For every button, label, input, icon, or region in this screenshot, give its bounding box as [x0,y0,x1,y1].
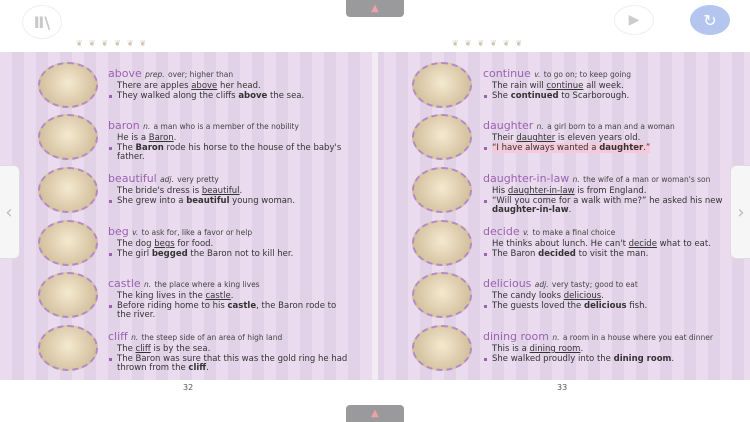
example-keyword: cliff [135,344,151,354]
part-of-speech: n. [552,333,560,342]
sentence-text: to visit the man. [575,249,649,259]
rotate-button[interactable] [690,5,730,35]
dictionary-entry [108,330,348,373]
play-button[interactable] [614,5,654,35]
story-sentence [483,302,723,311]
ornament-left: ❦❦❦❦❦❦ [76,39,153,48]
example-sentence [108,186,348,196]
sentence-text: the Baron not to kill her. [187,249,294,259]
example-sentence [108,133,348,143]
entry-header [108,277,348,291]
story-sentence-text [117,249,293,259]
sentence-text: the sea. [267,91,305,101]
entry-illustration [38,325,98,371]
story-sentence-text [492,143,650,153]
entry-header [483,225,723,239]
sentence-text: . [206,363,209,373]
sentence-text: She [492,91,511,101]
definition: a girl born to a man and a woman [547,122,675,131]
definition: very tasty; good to eat [551,280,638,289]
example-sentence [483,81,723,91]
sentence-keyword: daughter-in-law [492,205,569,215]
example-text: The candy looks [492,291,564,301]
definition: a room in a house where you eat dinner [562,333,713,342]
sentence-text: . [568,205,572,215]
example-text: The rain will [492,81,547,91]
entry-illustration [412,167,472,213]
definition: the wife of a man or woman's son [583,175,711,184]
story-sentence-text [117,354,347,373]
example-text: The [117,344,136,354]
triangle-up-icon: ▲ [371,408,379,419]
story-sentence-text [492,196,722,215]
entry-word: decide [483,225,520,238]
chevron-right-icon: › [737,201,745,223]
sentence-text: Before riding home to his [117,301,228,311]
entry-word: beautiful [108,172,157,185]
example-text: for food. [174,239,214,249]
example-keyword: decide [628,239,657,249]
previous-page-button[interactable] [0,165,20,259]
dictionary-entry [108,119,348,162]
sentence-text: She grew into a [117,196,187,206]
sentence-keyword: cliff [188,363,207,373]
story-sentence [483,250,723,259]
entry-header [108,330,348,344]
example-sentence [483,239,723,249]
entry-header [108,172,348,186]
entry-illustration [38,114,98,160]
story-sentence [108,355,348,373]
sentence-text: The guests loved the [492,301,584,311]
example-keyword: daughter [516,133,556,143]
story-sentence-text [492,91,629,101]
sentence-keyword: continued [510,91,559,101]
example-sentence [483,133,723,143]
dictionary-entry [483,225,723,259]
story-sentence [108,197,348,206]
part-of-speech: v. [132,228,139,237]
sentence-text: young woman. [229,196,296,206]
sentence-keyword: castle [227,301,257,311]
bottom-pull-tab[interactable] [346,405,404,422]
story-sentence [108,92,348,101]
example-text: is eleven years old. [555,133,641,143]
entry-header [483,330,723,344]
definition: a man who is a member of the nobility [153,122,299,131]
dictionary-entry [108,277,348,320]
entry-illustration [412,220,472,266]
sentence-text: rode his horse to the house of the baby's father. [117,143,342,162]
sentence-text: The Baron was sure that this was the gold ring he had thrown from the [117,354,348,373]
page-number-left: 32 [183,383,194,392]
example-text: what to eat. [656,239,711,249]
example-keyword: Baron [148,133,174,143]
definition: over; higher than [168,70,234,79]
sentence-keyword: above [238,91,268,101]
definition: to ask for, like a favor or help [141,228,253,237]
page-number-right: 33 [557,383,568,392]
sentence-keyword: delicious [584,301,627,311]
dictionary-entry [483,172,723,215]
example-text: her head. [217,81,261,91]
example-sentence [483,291,723,301]
example-text: There are apples [117,81,192,91]
sentence-text: “I have always wanted a [492,143,600,153]
story-sentence [483,92,723,101]
story-sentence [108,144,348,162]
example-text: . [239,186,243,196]
story-sentence-text [117,196,295,206]
rotate-icon: ↻ [703,10,717,30]
entry-illustration [412,272,472,318]
example-keyword: begs [154,239,175,249]
story-sentence [108,250,348,259]
entry-illustration [38,272,98,318]
dictionary-entry [483,67,723,101]
entry-header [483,277,723,291]
dictionary-entry [483,330,723,364]
story-sentence [483,197,723,215]
example-text: Their [492,133,517,143]
entry-word: delicious [483,277,532,290]
example-text: is from England. [574,186,647,196]
entry-illustration [412,325,472,371]
example-sentence [483,186,723,196]
entry-word: continue [483,67,531,80]
entry-word: baron [108,119,140,132]
entry-header [108,225,348,239]
example-sentence [108,291,348,301]
dictionary-entry [108,67,348,101]
entry-word: daughter-in-law [483,172,570,185]
ornament-right: ❦❦❦❦❦❦ [452,39,529,48]
entry-illustration [412,62,472,108]
definition: the steep side of an area of high land [141,333,283,342]
sentence-keyword: daughter [599,143,644,153]
next-page-button[interactable] [730,165,750,259]
part-of-speech: n. [572,175,580,184]
entry-header [108,119,348,133]
example-text: . [230,291,234,301]
example-text: all week. [583,81,624,91]
sentence-keyword: decided [538,249,576,259]
dictionary-entry [108,225,348,259]
part-of-speech: n. [143,122,151,131]
example-text: His [492,186,508,196]
sentence-text: The [117,143,136,153]
example-text: He thinks about lunch. He can't [492,239,629,249]
entry-illustration [38,62,98,108]
definition: to go on; to keep going [543,70,631,79]
story-sentence-text [492,354,674,364]
chevron-left-icon: ‹ [5,201,13,223]
sentence-text: The girl [117,249,152,259]
part-of-speech: n. [131,333,139,342]
sentence-text: The Baron [492,249,539,259]
entry-header [483,67,723,81]
example-sentence [483,344,723,354]
story-sentence-text [492,301,647,311]
part-of-speech: prep. [145,70,165,79]
entry-word: daughter [483,119,534,132]
sentence-text: . [671,354,675,364]
play-icon: ▶ [628,12,640,28]
sentence-text: .” [643,143,651,153]
example-text: The bride's dress is [117,186,202,196]
story-sentence [108,302,348,320]
example-text: . [580,344,584,354]
definition: very pretty [177,175,219,184]
example-text: He is a [117,133,149,143]
library-button[interactable] [22,5,62,39]
story-sentence-text [117,91,304,101]
entry-word: castle [108,277,141,290]
part-of-speech: v. [534,70,541,79]
part-of-speech: adj. [534,280,549,289]
example-sentence [108,239,348,249]
example-keyword: above [191,81,218,91]
entry-word: dining room [483,330,549,343]
part-of-speech: v. [522,228,530,237]
sentence-text: She walked proudly into the [492,354,614,364]
story-sentence-text [117,143,341,162]
definition: to make a final choice [532,228,616,237]
definition: the place where a king lives [154,280,260,289]
entry-word: cliff [108,330,128,343]
story-sentence-text [117,301,336,320]
dictionary-entry [483,277,723,311]
gutter [372,52,378,380]
example-keyword: daughter-in-law [507,186,575,196]
example-text: . [173,133,177,143]
part-of-speech: adj. [160,175,174,184]
example-keyword: dining room [529,344,581,354]
entry-header [483,119,723,133]
example-sentence [108,344,348,354]
entry-word: above [108,67,142,80]
entry-illustration [38,220,98,266]
example-text: . [601,291,604,301]
sentence-text: to Scarborough. [558,91,630,101]
entry-illustration [38,167,98,213]
part-of-speech: n. [536,122,544,131]
sentence-text: fish. [626,301,648,311]
triangle-up-icon: ▲ [371,3,379,14]
example-text: The dog [117,239,155,249]
dictionary-entry [483,119,723,153]
top-pull-tab[interactable] [346,0,404,17]
entry-word: beg [108,225,129,238]
entry-illustration [412,114,472,160]
example-keyword: castle [205,291,231,301]
dictionary-entry [108,172,348,206]
sentence-text: , the Baron rode to the river. [117,301,337,320]
example-keyword: continue [546,81,584,91]
story-sentence [483,144,723,153]
library-icon: Ⅱ\ [33,12,51,32]
sentence-keyword: dining room [613,354,672,364]
example-keyword: delicious [563,291,602,301]
example-sentence [108,81,348,91]
entry-header [483,172,723,186]
example-text: The king lives in the [117,291,206,301]
example-keyword: beautiful [201,186,240,196]
story-sentence [483,355,723,364]
example-text: This is a [492,344,530,354]
entry-header [108,67,348,81]
sentence-text: “Will you come for a walk with me?” he asked his new [492,196,723,206]
sentence-keyword: begged [151,249,188,259]
part-of-speech: n. [144,280,152,289]
story-sentence-text [492,249,648,259]
example-text: is by the sea. [150,344,211,354]
sentence-keyword: beautiful [186,196,230,206]
sentence-keyword: Baron [135,143,164,153]
sentence-text: They walked along the cliffs [117,91,239,101]
